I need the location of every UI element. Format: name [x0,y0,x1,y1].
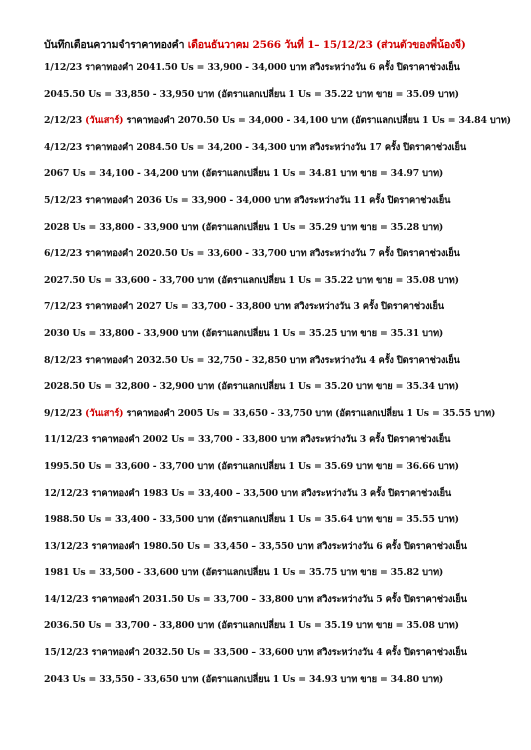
log-line [44,486,514,513]
log-line [44,432,514,459]
log-line [44,565,514,592]
line-text: 2067 Us = 34,100 - 34,200 บาท (อัตราแลกเปลี่ยน 1 Us = 34.81 บาท ขาย = 34.97 บาท) [44,168,444,180]
log-line [44,166,514,193]
line-highlight: (วันเสาร์) [85,115,124,127]
line-text: 1995.50 Us = 33,600 - 33,700 บาท (อัตราแลกเปลี่ยน 1 Us = 35.69 บาท ขาย = 36.66 บาท) [44,460,459,472]
log-line [44,87,514,114]
log-line [44,140,514,167]
log-line [44,592,514,619]
log-line [44,539,514,566]
line-text: 5/12/23 ราคาทองคำ 2036 Us = 33,900 - 34,000 บาท สวิงระหว่างวัน 11 ครั้ง ปิดราคาช่วงเย็น [44,194,451,206]
line-text: 6/12/23 ราคาทองคำ 2020.50 Us = 33,600 - 33,700 บาท สวิงระหว่างวัน 7 ครั้ง ปิดราคาช่วงเย็น [44,248,460,260]
line-text: 1981 Us = 33,500 - 33,600 บาท (อัตราแลกเปลี่ยน 1 Us = 35.75 บาท ขาย = 35.82 บาท) [44,567,444,579]
line-text-rest: ราคาทองคำ 2070.50 Us = 34,000 - 34,100 บาท (อัตราแลกเปลี่ยน 1 Us = 34.84 บาท) [123,115,511,127]
log-line [44,379,514,406]
line-text: 14/12/23 ราคาทองคำ 2031.50 Us = 33,700 – 33,800 บาท สวิงระหว่างวัน 5 ครั้ง ปิดราคาช่วงเย็น [44,593,467,605]
line-text: 1988.50 Us = 33,400 - 33,500 บาท (อัตราแลกเปลี่ยน 1 Us = 35.64 บาท ขาย = 35.55 บาท) [44,514,459,526]
line-text: 4/12/23 ราคาทองคำ 2084.50 Us = 34,200 - 34,300 บาท สวิงระหว่างวัน 17 ครั้ง ปิดราคาช่วงเย็น [44,141,467,153]
log-line [44,193,514,220]
line-text: 2027.50 Us = 33,600 - 33,700 บาท (อัตราแลกเปลี่ยน 1 Us = 35.22 บาท ขาย = 35.08 บาท) [44,274,459,286]
log-line [44,406,514,433]
log-line [44,220,514,247]
line-text: 2030 Us = 33,800 - 33,900 บาท (อัตราแลกเปลี่ยน 1 Us = 35.25 บาท ขาย = 35.31 บาท) [44,327,444,339]
line-text: 2043 Us = 33,550 - 33,650 บาท (อัตราแลกเปลี่ยน 1 Us = 34.93 บาท ขาย = 34.80 บาท) [44,673,444,685]
document-title [44,36,514,53]
line-text: 2/12/23 [44,115,86,127]
log-line [44,459,514,486]
log-line [44,113,514,140]
log-line [44,60,514,87]
line-text: 2036.50 Us = 33,700 - 33,800 บาท (อัตราแลกเปลี่ยน 1 Us = 35.19 บาท ขาย = 35.08 บาท) [44,620,459,632]
line-text: 1/12/23 ราคาทองคำ 2041.50 Us = 33,900 - 34,000 บาท สวิงระหว่างวัน 6 ครั้ง ปิดราคาช่วงเย็น [44,62,460,73]
line-text: 2045.50 Us = 33,850 - 33,950 บาท (อัตราแลกเปลี่ยน 1 Us = 35.22 บาท ขาย = 35.09 บาท) [44,88,459,100]
line-text: 11/12/23 ราคาทองคำ 2002 Us = 33,700 - 33,800 บาท สวิงระหว่างวัน 3 ครั้ง ปิดราคาช่วงเย็น [44,434,451,446]
line-highlight: (วันเสาร์) [85,407,124,419]
line-text-rest: ราคาทองคำ 2005 Us = 33,650 - 33,750 บาท (อัตราแลกเปลี่ยน 1 Us = 35.55 บาท) [123,407,496,419]
log-line [44,672,514,699]
line-text: 12/12/23 ราคาทองคำ 1983 Us = 33,400 – 33,500 บาท สวิงระหว่างวัน 3 ครั้ง ปิดราคาช่วงเย็น [44,487,452,499]
log-line [44,246,514,273]
line-text: 2028 Us = 33,800 - 33,900 บาท (อัตราแลกเปลี่ยน 1 Us = 35.29 บาท ขาย = 35.28 บาท) [44,221,444,233]
gold-price-log [44,60,514,698]
line-text: 7/12/23 ราคาทองคำ 2027 Us = 33,700 - 33,800 บาท สวิงระหว่างวัน 3 ครั้ง ปิดราคาช่วงเย็น [44,301,445,313]
line-text: 13/12/23 ราคาทองคำ 1980.50 Us = 33,450 – 33,550 บาท สวิงระหว่างวัน 6 ครั้ง ปิดราคาช่วงเย็น [44,540,467,552]
log-line [44,273,514,300]
log-line [44,645,514,672]
log-line [44,326,514,353]
log-line [44,512,514,539]
line-text: 8/12/23 ราคาทองคำ 2032.50 Us = 32,750 - 32,850 บาท สวิงระหว่างวัน 4 ครั้ง ปิดราคาช่วงเย็น [44,354,460,366]
title-main: บันทึกเตือนความจำราคาทองคำ [44,39,188,51]
line-text: 2028.50 Us = 32,800 - 32,900 บาท (อัตราแลกเปลี่ยน 1 Us = 35.20 บาท ขาย = 35.34 บาท) [44,381,459,393]
line-text: 9/12/23 [44,407,86,419]
line-text: 15/12/23 ราคาทองคำ 2032.50 Us = 33,500 – 33,600 บาท สวิงระหว่างวัน 4 ครั้ง ปิดราคาช่วงเย็น [44,647,467,659]
log-line [44,353,514,380]
log-line [44,618,514,645]
log-line [44,299,514,326]
title-accent: เดือนธันวาคม 2566 วันที่ 1– 15/12/23 (ส่วนตัวของพี่น้องจี) [187,39,466,51]
